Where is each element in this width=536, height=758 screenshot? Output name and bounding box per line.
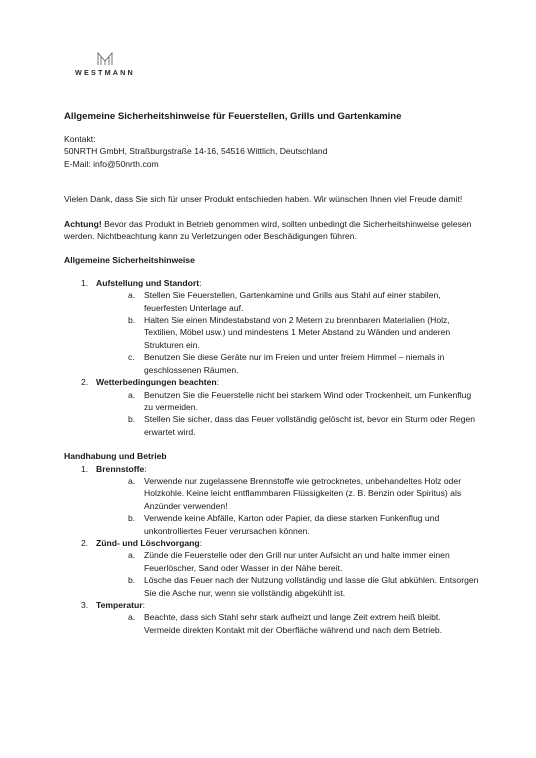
sub-item-letter: b. xyxy=(128,414,136,425)
sub-item-text: Benutzen Sie die Feuerstelle nicht bei starkem Wind oder Trockenheit, um Funkenflug zu vermeiden. xyxy=(144,389,472,412)
sub-item-letter: b. xyxy=(128,315,136,326)
sub-item xyxy=(96,549,479,574)
contact-label: Kontakt: xyxy=(64,134,96,144)
section-title: Handhabung und Betrieb xyxy=(64,451,167,462)
item-title: Zünd- und Löschvorgang xyxy=(96,537,200,548)
item-number: 2. xyxy=(81,537,89,548)
item-number: 3. xyxy=(81,600,89,610)
sub-item-letter: a. xyxy=(128,290,136,301)
sub-item-letter: a. xyxy=(128,389,136,400)
sub-item-letter: b. xyxy=(128,513,136,524)
sub-item-letter: a. xyxy=(128,612,136,623)
item-title: Aufstellung und Standort xyxy=(96,277,200,288)
sub-item-letter: a. xyxy=(128,475,136,486)
item-number: 1. xyxy=(81,463,89,474)
section-handling-operation xyxy=(64,450,479,636)
sub-item xyxy=(96,475,479,512)
item-number: 1. xyxy=(81,277,89,288)
sub-item xyxy=(96,611,479,636)
brand-name: WESTMANN xyxy=(75,68,135,77)
item-title: Temperatur xyxy=(96,600,143,610)
sub-item xyxy=(96,389,479,414)
sub-item-text: Stellen Sie Feuerstellen, Gartenkamine und Grills aus Stahl auf einer stabilen, feuerfesten Unterlage auf. xyxy=(144,290,441,313)
sub-item-text: Benutzen Sie diese Geräte nur im Freien und unter freiem Himmel – niemals in geschlossenen Räumen. xyxy=(144,352,445,375)
contact-address: 50NRTH GmbH, Straßburgstraße 14-16, 54516 Wittlich, Deutschland xyxy=(64,146,328,157)
sub-list xyxy=(96,389,479,439)
section-title: Allgemeine Sicherheitshinweise xyxy=(64,255,195,266)
sub-item xyxy=(96,413,479,438)
sub-item-text: Stellen Sie sicher, dass das Feuer vollständig gelöscht ist, bevor ein Sturm oder Regen erwartet wird. xyxy=(144,414,476,437)
item-title: Wetterbedingungen beachten xyxy=(96,377,217,388)
sub-item xyxy=(96,512,479,537)
sub-item xyxy=(96,314,479,351)
contact-block xyxy=(64,133,479,170)
numbered-list xyxy=(64,277,479,438)
contact-email: E-Mail: info@50nrth.com xyxy=(64,158,159,169)
section-general-safety xyxy=(64,254,479,438)
sub-item-text: Beachte, dass sich Stahl sehr stark aufheizt und lange Zeit extrem heiß bleibt. Vermeide direkten Kontakt mit der Oberfläche während und nach dem Betrieb. xyxy=(144,612,443,635)
sub-item xyxy=(96,289,479,314)
sub-item xyxy=(96,574,479,599)
sub-list xyxy=(96,549,479,599)
item-suffix: : xyxy=(142,600,146,610)
sub-list xyxy=(96,289,479,376)
list-item xyxy=(64,537,479,599)
list-item xyxy=(64,376,479,438)
sub-list xyxy=(96,611,479,636)
item-number: 2. xyxy=(81,377,89,388)
numbered-list xyxy=(64,463,479,637)
sub-item xyxy=(96,351,479,376)
brand-logo xyxy=(68,52,142,77)
item-suffix: : xyxy=(216,377,220,388)
list-item xyxy=(64,463,479,537)
sub-item-text: Zünde die Feuerstelle oder den Grill nur unter Aufsicht an und halte immer einen Feuerlöscher, Sand oder Wasser in der Nähe bereit. xyxy=(144,550,450,573)
sub-item-letter: a. xyxy=(128,550,136,561)
sub-item-text: Verwende nur zugelassene Brennstoffe wie getrocknetes, unbehandeltes Holz oder Holzkohle. Keine leicht entflammbaren Flüssigkeiten (z. B. Benzin oder Spiritus) als Anzünder verwenden! xyxy=(144,475,462,511)
sub-item-letter: b. xyxy=(128,575,136,586)
intro-text: Vielen Dank, dass Sie sich für unser Produkt entschieden haben. Wir wünschen Ihnen viel Freude damit! xyxy=(64,194,463,205)
westmann-logo-icon xyxy=(96,52,114,66)
warning-text: Bevor das Produkt in Betrieb genommen wird, sollten unbedingt die Sicherheitshinweise gelesen werden. Nichtbeachtung kann zu Verletzungen oder Beschädigungen führen. xyxy=(64,218,472,242)
document-title: Allgemeine Sicherheitshinweise für Feuerstellen, Grills und Gartenkamine xyxy=(64,111,402,122)
sub-item-text: Halten Sie einen Mindestabstand von 2 Metern zu brennbaren Materialien (Holz, Textilien, Möbel usw.) und mindestens 1 Meter Abstand zu Wänden und anderen Strukturen ein. xyxy=(144,315,451,350)
sub-item-letter: c. xyxy=(128,352,135,363)
document-content xyxy=(64,111,479,636)
item-suffix: : xyxy=(144,463,147,474)
sub-item-text: Lösche das Feuer nach der Nutzung vollständig und lasse die Glut abkühlen. Entsorgen Sie die Asche nur, wenn sie vollständig abgekühlt ist. xyxy=(144,575,479,598)
sub-list xyxy=(96,475,479,537)
item-suffix: : xyxy=(199,537,202,548)
list-item xyxy=(64,277,479,376)
warning-paragraph xyxy=(64,218,479,243)
list-item xyxy=(64,599,479,636)
warning-label: Achtung! xyxy=(64,218,102,229)
item-suffix: : xyxy=(199,277,202,288)
item-title: Brennstoffe xyxy=(96,463,145,474)
sub-item-text: Verwende keine Abfälle, Karton oder Papier, da diese starken Funkenflug und unkontrolliertes Feuer verursachen können. xyxy=(144,513,440,536)
